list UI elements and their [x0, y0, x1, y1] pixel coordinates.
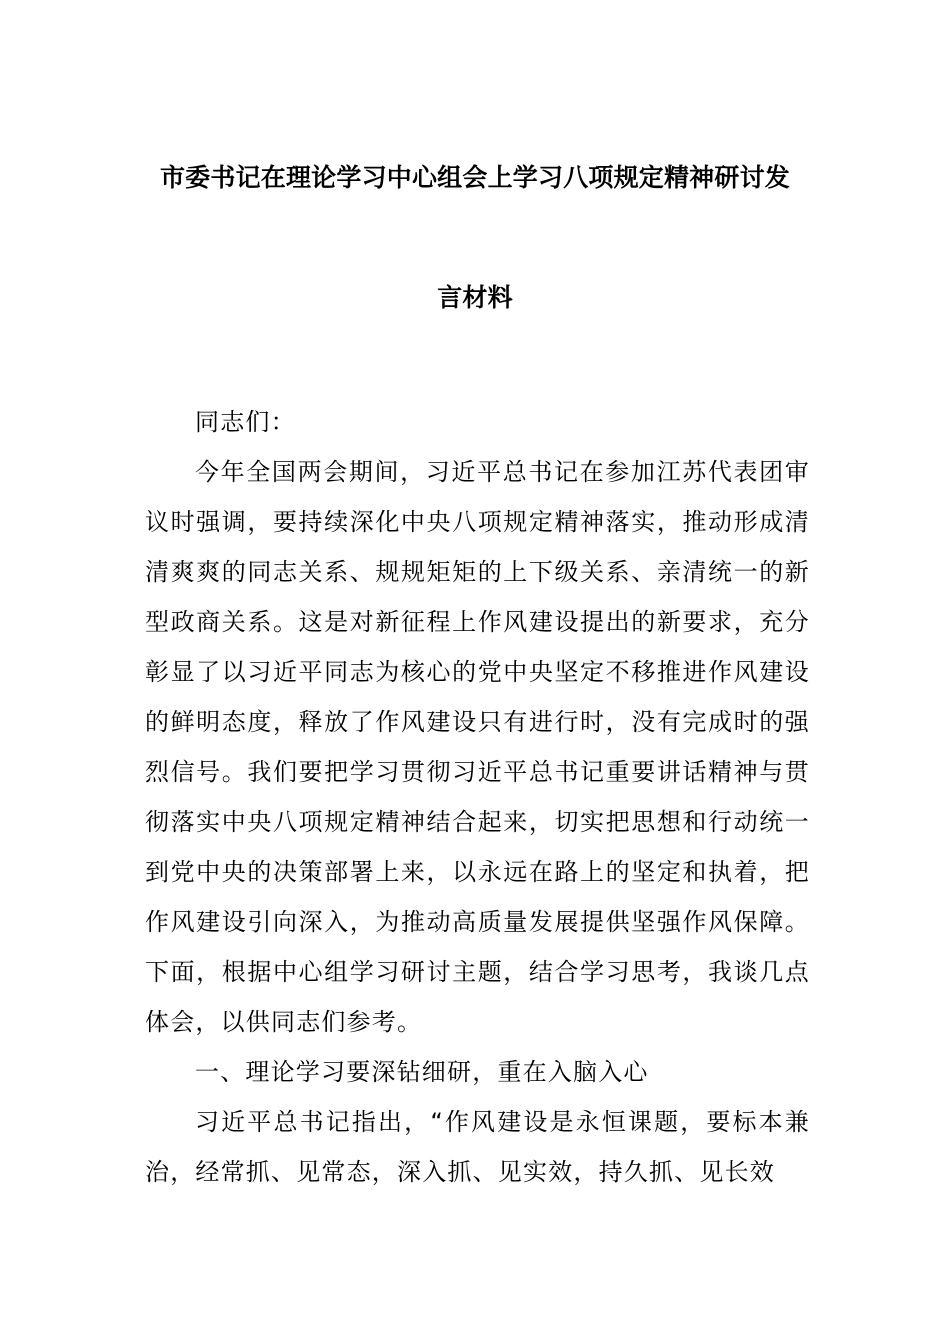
document-title-line-2: 言材料	[437, 283, 513, 312]
salutation	[145, 397, 810, 447]
section-heading-1: 一、理论学习要深钻细研，重在入脑入心	[195, 1058, 649, 1086]
document-title-line-1: 市委书记在理论学习中心组会上学习八项规定精神研讨发	[159, 163, 790, 192]
body-paragraph-intro: 今年全国两会期间，习近平总书记在参加江苏代表团审议时强调，要持续深化中央八项规定精神落实，推动形成清清爽爽的同志关系、规规矩矩的上下级关系、亲清统一的新型政商关系。这是对新征程上作风建设提出的新要求，充分彰显了以习近平同志为核心的党中央坚定不移推进作风建设的鲜明态度，释放了作风建设只有进行时，没有完成时的强烈信号。我们要把学习贯彻习近平总书记重要讲话精神与贯彻落实中央八项规定精神结合起来，切实把思想和行动统一到党中央的决策部署上来，以永远在路上的坚定和执着，把作风建设引向深入，为推动高质量发展提供坚强作风保障。下面，根据中心组学习研讨主题，结合学习思考，我谈几点体会，以供同志们参考。	[145, 458, 810, 1036]
document-body	[145, 447, 810, 1197]
salutation-text: 同志们：	[195, 408, 296, 436]
body-paragraph-section-1: 习近平总书记指出，“作风建设是永恒课题，要标本兼治，经常抓、见常态，深入抓、见实效，持久抓、见长效	[145, 1108, 810, 1186]
